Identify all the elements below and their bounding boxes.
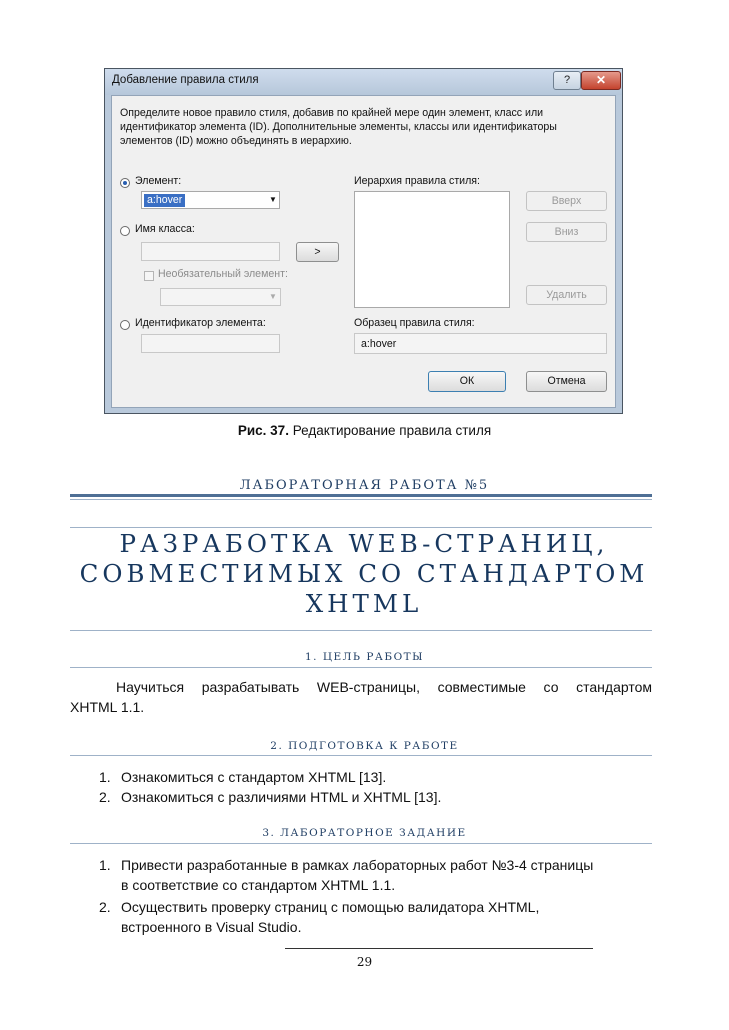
section-1-rule [70,667,652,668]
section-3-item-1-number: 1. [99,857,111,873]
title-rule-bottom [70,630,652,631]
section-1-heading: 1. ЦЕЛЬ РАБОТЫ [304,651,425,663]
section-1-line-2: XHTML 1.1. [70,699,145,715]
section-3-rule [70,843,652,844]
element-radio[interactable] [120,178,130,188]
dialog-titlebar [105,69,622,95]
ok-button[interactable]: ОК [428,371,506,392]
optional-element-checkbox[interactable] [144,271,154,281]
section-2-item-1: Ознакомиться с стандартом XHTML [13]. [121,769,387,785]
element-select-value: a:hover [144,194,185,207]
preview-field [354,333,607,354]
move-up-button[interactable]: Вверх [526,191,607,211]
figure-caption [0,423,729,438]
section-3-heading: 3. ЛАБОРАТОРНОЕ ЗАДАНИЕ [262,827,467,839]
lab-title-line-1: РАЗРАБОТКА WEB-СТРАНИЦ, [119,529,609,558]
close-button[interactable]: ✕ [581,71,621,90]
lab-title-line-3: XHTML [305,589,423,618]
lab-heading: ЛАБОРАТОРНАЯ РАБОТА №5 [239,478,490,493]
figure-number: Рис. 37. [237,423,289,438]
heading-rule-thin [70,499,652,500]
element-label: Элемент: [135,175,182,187]
heading-rule-thick [70,494,652,497]
chevron-down-icon: ▼ [269,292,277,301]
delete-button[interactable]: Удалить [526,285,607,305]
move-down-button[interactable]: Вниз [526,222,607,242]
hierarchy-label: Иерархия правила стиля: [354,175,480,187]
preview-value: a:hover [361,338,397,350]
title-rule-top [70,527,652,528]
id-radio[interactable] [120,320,130,330]
section-2-heading: 2. ПОДГОТОВКА К РАБОТЕ [270,740,459,752]
section-3-item-2-line-1: Осуществить проверку страниц с помощью валидатора XHTML, [121,899,540,915]
page-number: 29 [356,955,373,969]
element-select[interactable] [141,191,280,209]
class-radio[interactable] [120,226,130,236]
section-3-item-1-line-2: в соответствие со стандартом XHTML 1.1. [121,877,396,893]
dialog-title: Добавление правила стиля [112,74,259,86]
dialog-description: Определите новое правило стиля, добавив по крайней мере один элемент, класс или идентификатор элемента (ID). Дополнительные элементы, классы или идентификаторы элементов (ID) можно объединять в иерархию. [120,107,557,147]
add-to-hierarchy-button[interactable]: > [296,242,339,262]
footer-rule [285,948,593,949]
section-2-rule [70,755,652,756]
cancel-button[interactable]: Отмена [526,371,607,392]
dialog-body [111,95,616,408]
style-rule-dialog-screenshot [104,68,623,414]
section-2-item-2: Ознакомиться с различиями HTML и XHTML [13]. [121,789,442,805]
optional-element-select[interactable] [160,288,281,306]
lab-title-line-2: СОВМЕСТИМЫХ СО СТАНДАРТОМ [79,559,649,588]
optional-element-label: Необязательный элемент: [158,268,288,280]
class-label: Имя класса: [135,223,195,235]
preview-label: Образец правила стиля: [354,317,475,329]
section-1-text [70,677,652,717]
section-2-item-1-number: 1. [99,769,111,785]
section-3-item-1-line-1: Привести разработанные в рамках лабораторных работ №3-4 страницы [121,857,594,873]
section-2-item-2-number: 2. [99,789,111,805]
section-1-line-1: Научиться разрабатывать WEB-страницы, совместимые со стандартом [116,679,652,695]
lab-title [76,529,652,619]
figure-caption-text: Редактирование правила стиля [288,423,492,438]
help-button[interactable]: ? [553,71,581,90]
id-label: Идентификатор элемента: [135,317,266,329]
section-3-item-2-line-2: встроенного в Visual Studio. [121,919,302,935]
section-3-item-2-number: 2. [99,899,111,915]
hierarchy-listbox[interactable] [354,191,510,308]
element-id-input[interactable] [141,334,280,353]
class-name-input[interactable] [141,242,280,261]
chevron-down-icon: ▼ [269,195,277,204]
